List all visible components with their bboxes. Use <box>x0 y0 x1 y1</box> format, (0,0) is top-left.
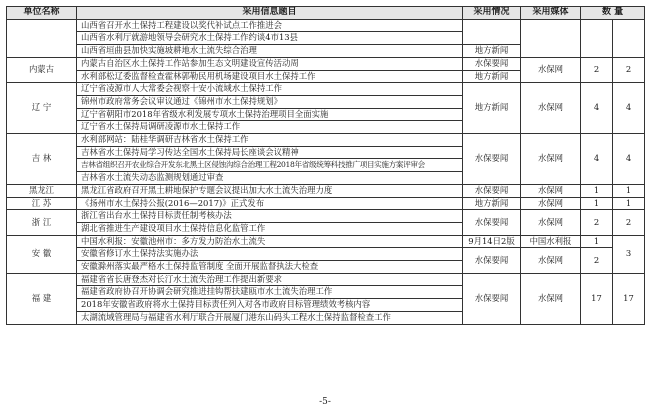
count-cell: 17 <box>581 273 613 324</box>
info-adoption-table <box>6 6 645 325</box>
unit-cell: 安 徽 <box>7 235 77 273</box>
unit-cell: 江 苏 <box>7 197 77 210</box>
status-cell: 水保要闻 <box>463 57 521 70</box>
unit-cell: 内蒙古 <box>7 57 77 82</box>
media-cell: 中国水利报 <box>521 235 581 248</box>
status-cell: 地方新闻 <box>463 70 521 83</box>
title-cell: 辽宁省朝阳市2018年省级水利发展专项水土保持治理项目全面实施 <box>77 108 463 121</box>
count-cell: 2 <box>581 57 613 82</box>
table-row <box>7 83 645 96</box>
table-row <box>7 235 645 248</box>
media-cell: 水保网 <box>521 273 581 324</box>
unit-cell: 吉 林 <box>7 134 77 185</box>
count-cell: 2 <box>581 248 613 273</box>
status-cell <box>463 19 521 44</box>
table-row <box>7 19 645 32</box>
title-cell: 水利部松辽委监督检查霍林郭勒民用机场建设项目水土保持工作 <box>77 70 463 83</box>
header-status: 采用情况 <box>463 7 521 20</box>
title-cell: 山西省召开水土保持工程建设以奖代补试点工作推进会 <box>77 19 463 32</box>
unit-cell <box>7 19 77 57</box>
table-row <box>7 184 645 197</box>
status-cell: 水保要闻 <box>463 134 521 185</box>
count-cell <box>581 19 613 57</box>
unit-cell: 辽 宁 <box>7 83 77 134</box>
media-cell: 水保网 <box>521 83 581 134</box>
title-cell: 浙江省出台水土保持目标责任制考核办法 <box>77 210 463 223</box>
count-cell: 2 <box>581 210 613 235</box>
header-count: 数 量 <box>581 7 645 20</box>
table-row <box>7 57 645 70</box>
title-cell: 吉林省水土流失动态监测规划通过审查 <box>77 172 463 185</box>
title-cell: 吉林省水土保持局学习传达全国水土保持局长座谈会议精神 <box>77 146 463 159</box>
title-cell: 《扬州市水土保持公报(2016—2017)》正式发布 <box>77 197 463 210</box>
table-row <box>7 210 645 223</box>
media-cell: 水保网 <box>521 57 581 82</box>
status-cell: 9月14日2版 <box>463 235 521 248</box>
total-cell: 2 <box>613 210 645 235</box>
media-cell: 水保网 <box>521 210 581 235</box>
media-cell <box>521 19 581 57</box>
status-cell: 地方新闻 <box>463 45 521 58</box>
title-cell: 中国水利报：安徽池州市：多方发力防治水土流失 <box>77 235 463 248</box>
total-cell: 17 <box>613 273 645 324</box>
status-cell: 水保要闻 <box>463 184 521 197</box>
status-cell: 水保要闻 <box>463 248 521 273</box>
total-cell: 2 <box>613 57 645 82</box>
count-cell: 4 <box>581 83 613 134</box>
header-unit: 单位名称 <box>7 7 77 20</box>
total-cell: 1 <box>613 197 645 210</box>
page-number: -5- <box>319 397 331 407</box>
total-cell: 1 <box>613 184 645 197</box>
title-cell: 水利部网站：陆桂华调研吉林省水土保持工作 <box>77 134 463 147</box>
title-cell: 湖北省推进生产建设项目水土保持信息化监管工作 <box>77 222 463 235</box>
unit-cell: 浙 江 <box>7 210 77 235</box>
header-media: 采用媒体 <box>521 7 581 20</box>
title-cell: 内蒙古自治区水土保持工作站参加生态文明建设宣传活动周 <box>77 57 463 70</box>
total-cell <box>613 19 645 57</box>
count-cell: 4 <box>581 134 613 185</box>
media-cell: 水保网 <box>521 197 581 210</box>
title-cell: 福建省政府协召开协调会研究推进挂钩帮扶建瓯市水土流失治理工作 <box>77 286 463 299</box>
count-cell: 1 <box>581 197 613 210</box>
count-cell: 1 <box>581 184 613 197</box>
table-row <box>7 197 645 210</box>
title-cell: 黑龙江省政府召开黑土耕地保护专题会议提出加大水土流失治理力度 <box>77 184 463 197</box>
title-cell: 锦州市政府常务会议审议通过《锦州市水土保持规划》 <box>77 95 463 108</box>
table-row <box>7 248 645 261</box>
media-cell: 水保网 <box>521 248 581 273</box>
status-cell: 地方新闻 <box>463 197 521 210</box>
title-cell: 山西省水利厅就游地领导会研究水土保持工作约谈4市13县 <box>77 32 463 45</box>
total-cell: 3 <box>613 235 645 273</box>
title-cell: 辽宁省水土保持局调研凌源市水土保持工作 <box>77 121 463 134</box>
count-cell: 1 <box>581 235 613 248</box>
status-cell: 水保要闻 <box>463 273 521 324</box>
header-title: 采用信息题目 <box>77 7 463 20</box>
table-header-row <box>7 7 645 20</box>
report-sheet <box>6 6 644 325</box>
title-cell: 福建省省长唐登杰对长汀水土流失治理工作提出新要求 <box>77 273 463 286</box>
total-cell: 4 <box>613 83 645 134</box>
status-cell: 水保要闻 <box>463 210 521 235</box>
title-cell: 太湖流域管理局与福建省水利厅联合开展厦门港东山码头工程水土保持监督检查工作 <box>77 311 463 324</box>
title-cell: 辽宁省凌源市人大常委会视察十安小流域水土保持工作 <box>77 83 463 96</box>
unit-cell: 福 建 <box>7 273 77 324</box>
title-cell: 山西省垣曲县加快实施坡耕地水土流失综合治理 <box>77 45 463 58</box>
media-cell: 水保网 <box>521 134 581 185</box>
table-row <box>7 134 645 147</box>
table-row <box>7 273 645 286</box>
status-cell: 地方新闻 <box>463 83 521 134</box>
unit-cell: 黑龙江 <box>7 184 77 197</box>
title-cell: 安徽滁州落实最严格水土保持监管制度 全面开展监督执法大检查 <box>77 261 463 274</box>
title-cell: 安徽省修订水土保持法实施办法 <box>77 248 463 261</box>
title-cell: 2018年安徽省政府将水土保持目标责任列入对各市政府目标管理绩效考核内容 <box>77 299 463 312</box>
total-cell: 4 <box>613 134 645 185</box>
title-cell: 吉林省组织召开农业综合开发东北黑土区侵蚀沟综合治理工程2018年省级统筹科技推广项目实施方案评审会 <box>77 159 463 172</box>
media-cell: 水保网 <box>521 184 581 197</box>
